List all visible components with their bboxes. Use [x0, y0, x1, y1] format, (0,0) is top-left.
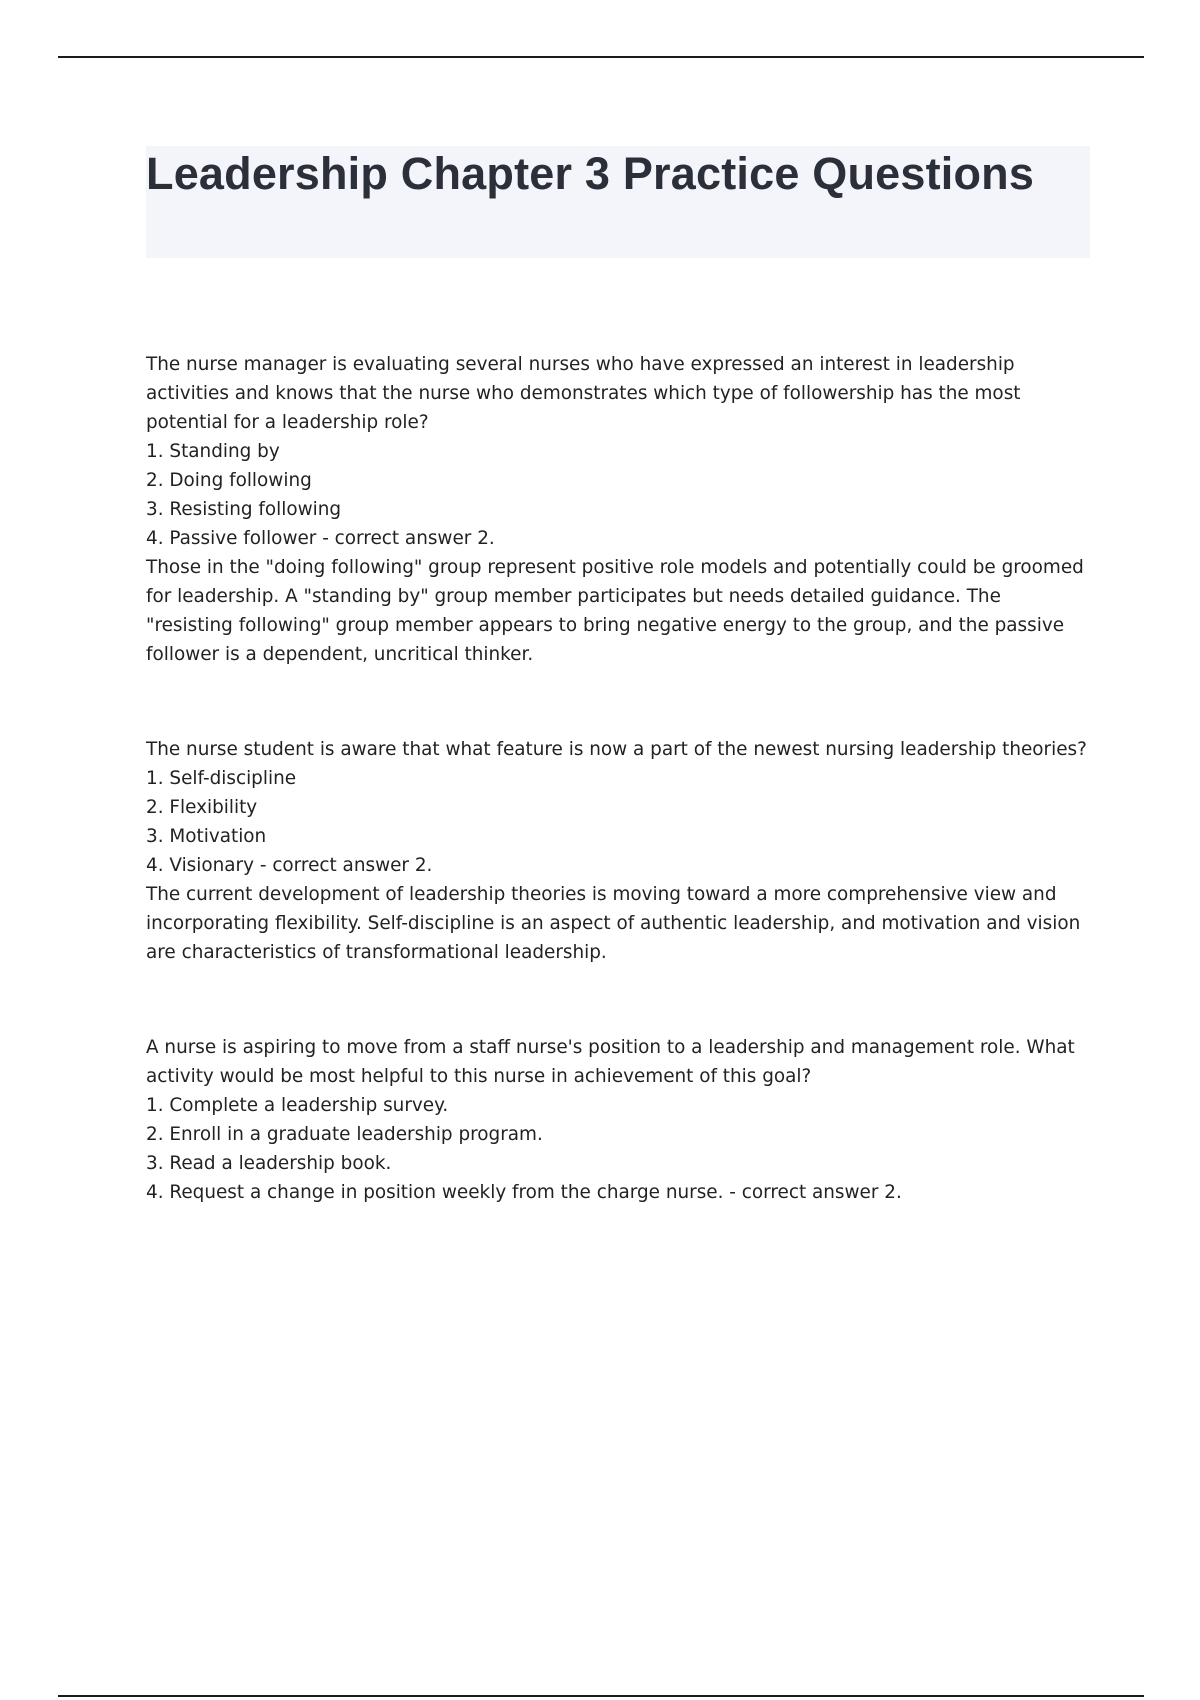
answer-option: 3. Read a leadership book. [146, 1153, 392, 1174]
answer-option: 3. Resisting following [146, 499, 342, 520]
question-text: A nurse is aspiring to move from a staff nurse's position to a leadership and management role. What activity would be most helpful to this nurse in achievement of this goal? [146, 1037, 1075, 1087]
question-text: The nurse manager is evaluating several nurses who have expressed an interest in leadership activities and knows that the nurse who demonstrates which type of followership has the most potential for a leadership role? [146, 354, 1021, 433]
answer-explanation: The current development of leadership theories is moving toward a more comprehensive view and incorporating flexibility. Self-discipline is an aspect of authentic leadership, and motivation and vision are characteristics of transformational leadership. [146, 884, 1081, 963]
answer-option: 1. Standing by [146, 441, 280, 462]
document-body [146, 146, 1090, 1219]
answer-option: 2. Enroll in a graduate leadership program. [146, 1124, 543, 1145]
answer-option: 2. Flexibility [146, 797, 258, 818]
answer-option: 4. Request a change in position weekly from the charge nurse. - correct answer 2. [146, 1182, 902, 1203]
question-block [146, 350, 1090, 669]
answer-option: 2. Doing following [146, 470, 312, 491]
title-banner [146, 146, 1090, 258]
answer-option: 4. Visionary - correct answer 2. [146, 855, 433, 876]
answer-explanation: Those in the "doing following" group represent positive role models and potentially could be groomed for leadership. A "standing by" group member participates but needs detailed guidance. The "resisting following" group member appears to bring negative energy to the group, and the passive follower is a dependent, uncritical thinker. [146, 557, 1084, 665]
answer-option: 4. Passive follower - correct answer 2. [146, 528, 495, 549]
question-block [146, 1033, 1090, 1207]
answer-option: 1. Self-discipline [146, 768, 297, 789]
question-block [146, 735, 1090, 967]
answer-option: 1. Complete a leadership survey. [146, 1095, 449, 1116]
answer-option: 3. Motivation [146, 826, 267, 847]
footer-rule [58, 1695, 1144, 1697]
header-rule [58, 56, 1144, 58]
question-text: The nurse student is aware that what feature is now a part of the newest nursing leadership theories? [146, 739, 1087, 760]
page-title: Leadership Chapter 3 Practice Questions [146, 148, 1035, 199]
